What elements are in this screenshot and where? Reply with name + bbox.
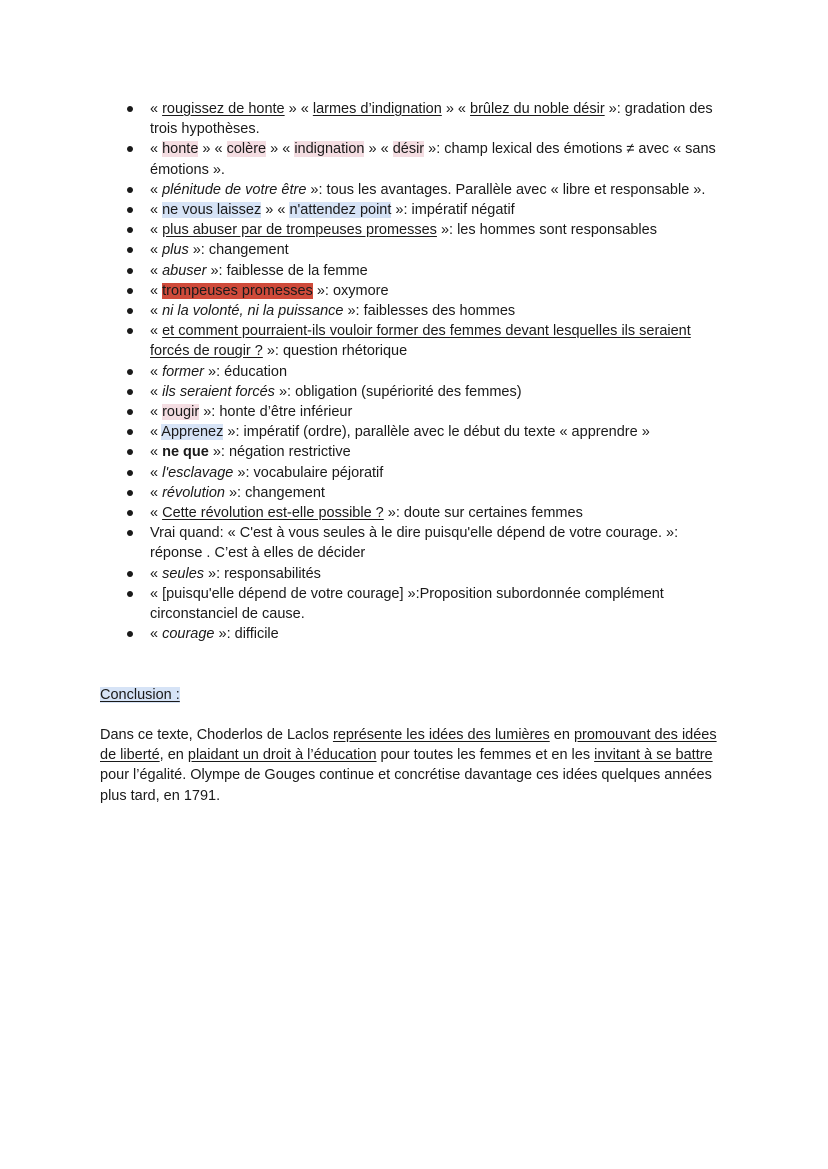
list-item — [100, 463, 730, 483]
text-i: l'esclavage — [162, 464, 234, 481]
text-segment: « — [150, 101, 163, 117]
bullet-list — [100, 99, 730, 644]
text-u: larmes d’indignation — [312, 101, 442, 117]
text-segment: »: obligation (supériorité des femmes) — [274, 383, 522, 400]
text-hl-pink: honte — [162, 141, 199, 158]
text-hl-red: trompeuses promesses — [162, 282, 313, 299]
text-segment: « — [150, 262, 163, 279]
text-segment: « — [150, 282, 163, 299]
text-segment: »: champ lexical des émotions ≠ avec « sans émotions ». — [150, 141, 716, 178]
text-i: courage — [162, 626, 215, 643]
list-item — [100, 402, 730, 422]
text-segment: en — [549, 727, 574, 743]
text-segment: Vrai quand: « C'est à vous seules à le dire puisqu'elle dépend de votre courage. »: réponse . C’est à elles de décider — [150, 525, 679, 562]
text-segment: » « — [364, 141, 393, 158]
text-segment: « — [150, 242, 163, 259]
text-hl-blue: ne vous laissez — [162, 202, 262, 219]
text-segment: pour toutes les femmes et en les — [376, 747, 595, 764]
list-item — [100, 442, 730, 462]
text-segment: , en — [159, 747, 188, 764]
text-segment: » « — [261, 202, 290, 219]
text-segment: »: question rhétorique — [262, 343, 408, 360]
text-segment: »: faiblesse de la femme — [206, 262, 368, 279]
text-segment: »: doute sur certaines femmes — [383, 505, 583, 522]
conclusion-paragraph — [100, 725, 728, 806]
text-u: rougissez de honte — [162, 101, 285, 117]
text-u: plus abuser par de trompeuses promesses — [162, 222, 437, 239]
text-u: Cette révolution est-elle possible ? — [162, 505, 384, 522]
text-i: ils seraient forcés — [162, 383, 275, 400]
text-segment: « — [150, 565, 163, 582]
text-hl-pink: désir — [392, 141, 425, 158]
text-i: former — [162, 363, 204, 380]
text-u: promouvant des idées de liberté — [100, 727, 717, 764]
list-item — [100, 200, 730, 220]
conclusion-heading — [100, 685, 180, 705]
list-item — [100, 584, 730, 624]
conclusion-title: Conclusion : — [100, 687, 180, 703]
text-segment: « — [150, 303, 163, 320]
text-segment: « — [150, 323, 163, 340]
text-u: plaidant un droit à l’éducation — [187, 747, 377, 764]
text-segment: « — [150, 626, 163, 643]
text-hl-blue: Apprenez — [161, 424, 224, 441]
list-item — [100, 503, 730, 523]
text-segment: « — [150, 464, 163, 481]
text-segment: »: éducation — [204, 363, 288, 380]
text-segment: »: les hommes sont responsables — [436, 222, 657, 239]
list-item — [100, 261, 730, 281]
text-segment: « [puisqu'elle dépend de votre courage] »:Proposition subordonnée complément circonstanciel de cause. — [150, 585, 664, 623]
text-hl-blue: n'attendez point — [289, 202, 392, 219]
list-item — [100, 483, 730, 503]
text-segment: »: vocabulaire péjoratif — [233, 464, 384, 481]
text-segment: »: faiblesses des hommes — [343, 303, 516, 320]
list-item — [100, 624, 730, 644]
text-segment: « — [150, 181, 163, 198]
text-segment: »: changement — [188, 242, 289, 259]
list-item — [100, 240, 730, 260]
text-segment: »: responsabilités — [204, 565, 321, 582]
text-segment: Dans ce texte, Choderlos de Laclos — [100, 727, 333, 743]
text-segment: »: changement — [224, 484, 325, 501]
text-hl-pink: rougir — [162, 404, 200, 421]
text-segment: »: difficile — [214, 626, 279, 643]
text-segment: « — [150, 404, 163, 421]
text-segment: pour l’égalité. Olympe de Gouges continue et concrétise davantage ces idées quelques années plus tard, en 1791. — [100, 767, 712, 804]
text-segment: »: honte d’être inférieur — [199, 404, 353, 421]
text-segment: « — [150, 141, 163, 158]
text-i: plénitude de votre être — [162, 181, 307, 198]
text-segment: »: gradation des trois hypothèses. — [150, 101, 713, 138]
list-item — [100, 220, 730, 240]
text-u: et comment pourraient-ils vouloir former des femmes devant lesquelles ils seraient forcés de rougir ? — [150, 323, 691, 360]
text-segment: »: impératif négatif — [391, 202, 515, 219]
text-segment: » « — [198, 141, 227, 158]
text-i: révolution — [162, 484, 225, 501]
text-u: représente les idées des lumières — [332, 727, 550, 743]
text-segment: « — [150, 444, 163, 461]
list-item — [100, 564, 730, 584]
text-segment: « — [150, 202, 163, 219]
text-i: plus — [162, 242, 189, 259]
text-b: ne que — [162, 444, 209, 461]
text-segment: « — [150, 383, 163, 400]
text-hl-pink: colère — [226, 141, 267, 158]
text-segment: « — [150, 222, 163, 239]
text-segment: « — [150, 363, 163, 380]
list-item — [100, 301, 730, 321]
list-item — [100, 99, 730, 139]
text-segment: »: tous les avantages. Parallèle avec « libre et responsable ». — [306, 181, 706, 198]
list-item — [100, 139, 730, 179]
text-segment: « — [150, 484, 163, 501]
list-item — [100, 180, 730, 200]
text-i: abuser — [162, 262, 207, 279]
text-u: invitant à se battre — [594, 747, 713, 764]
list-item — [100, 281, 730, 301]
text-segment: » « — [441, 101, 471, 117]
text-i: seules — [162, 565, 205, 582]
text-i: ni la volonté, ni la puissance — [162, 303, 344, 320]
list-item — [100, 422, 730, 442]
list-item — [100, 362, 730, 382]
text-segment: « — [150, 505, 163, 522]
text-u: brûlez du noble désir — [470, 101, 605, 117]
text-segment: » « — [284, 101, 313, 117]
list-item — [100, 523, 730, 563]
text-hl-pink: indignation — [294, 141, 365, 158]
text-segment: « — [150, 424, 162, 441]
list-item — [100, 382, 730, 402]
text-segment: » « — [266, 141, 295, 158]
text-segment: »: oxymore — [312, 282, 389, 299]
text-segment: »: négation restrictive — [208, 444, 351, 461]
list-item — [100, 321, 730, 361]
text-segment: »: impératif (ordre), parallèle avec le début du texte « apprendre » — [223, 424, 650, 441]
